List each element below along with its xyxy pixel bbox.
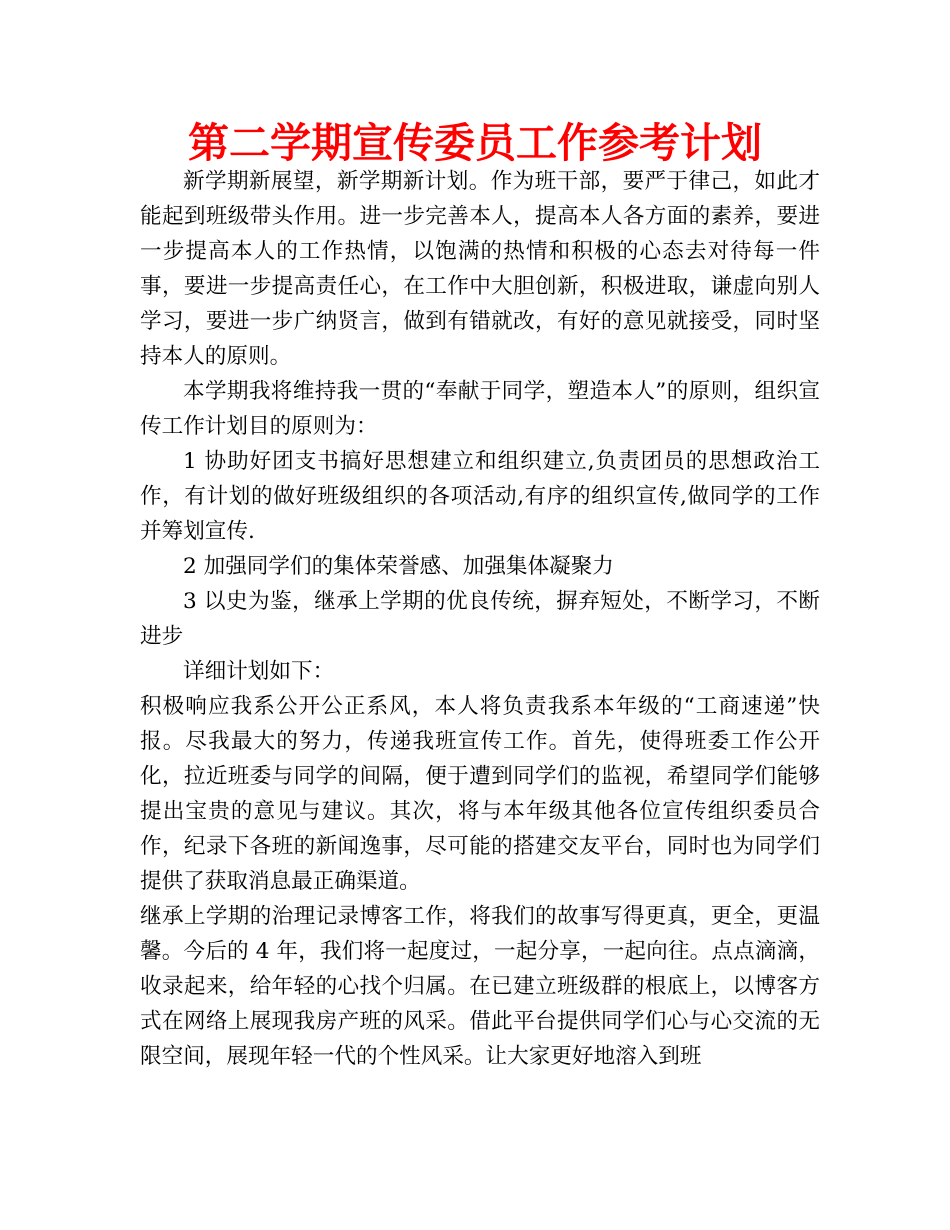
paragraph-plan-blog: 继承上学期的治理记录博客工作，将我们的故事写得更真，更全，更温馨。今后的 4 年，我们将一起度过，一起分享，一起向往。点点滴滴，收录起来，给年轻的心找个归属。在已建立班级群的根底上，以博客方式在网络上展现我房产班的风采。借此平台提供同学们心与心交流的无限空间，展现年轻一代的个性风采。让大家更好地溶入到班 <box>140 904 820 1069</box>
document-title: 第二学期宣传委员工作参考计划 <box>188 119 762 167</box>
paragraph-plan-newsletter: 积极响应我系公开公正系风，本人将负责我系本年级的“工商速递”快报。尽我最大的努力，传递我班宣传工作。首先，使得班委工作公开化，拉近班委与同学的间隔，便于遭到同学们的监视，希望同学们能够提出宝贵的意见与建议。其次，将与本年级其他各位宣传组织委员合作，纪录下各班的新闻逸事，尽可能的搭建交友平台，同时也为同学们提供了获取消息最正确渠道。 <box>140 694 820 894</box>
paragraph-intro: 新学期新展望，新学期新计划。作为班干部，要严于律己，如此才能起到班级带头作用。进一步完善本人，提高本人各方面的素养，要进一步提高本人的工作热情，以饱满的热情和积极的心态去对待每一件事，要进一步提高责任心，在工作中大胆创新，积极进取，谦虚向别人学习，要进一步广纳贤言，做到有错就改，有好的意见就接受，同时坚持本人的原则。 <box>140 169 820 369</box>
document-body <box>140 164 820 1074</box>
paragraph-item-2: 2 加强同学们的集体荣誉感、加强集体凝聚力 <box>183 554 614 579</box>
paragraph-principles: 本学期我将维持我一贯的“奉献于同学，塑造本人”的原则，组织宣传工作计划目的原则为： <box>140 379 820 439</box>
paragraph-plan-heading: 详细计划如下： <box>183 659 335 684</box>
paragraph-item-3: 3 以史为鉴，继承上学期的优良传统，摒弃短处，不断学习，不断进步 <box>140 589 820 649</box>
paragraph-item-1: 1 协助好团支书搞好思想建立和组织建立,负责团员的思想政治工作，有计划的做好班级组织的各项活动,有序的组织宣传,做同学的工作并筹划宣传. <box>140 449 820 544</box>
